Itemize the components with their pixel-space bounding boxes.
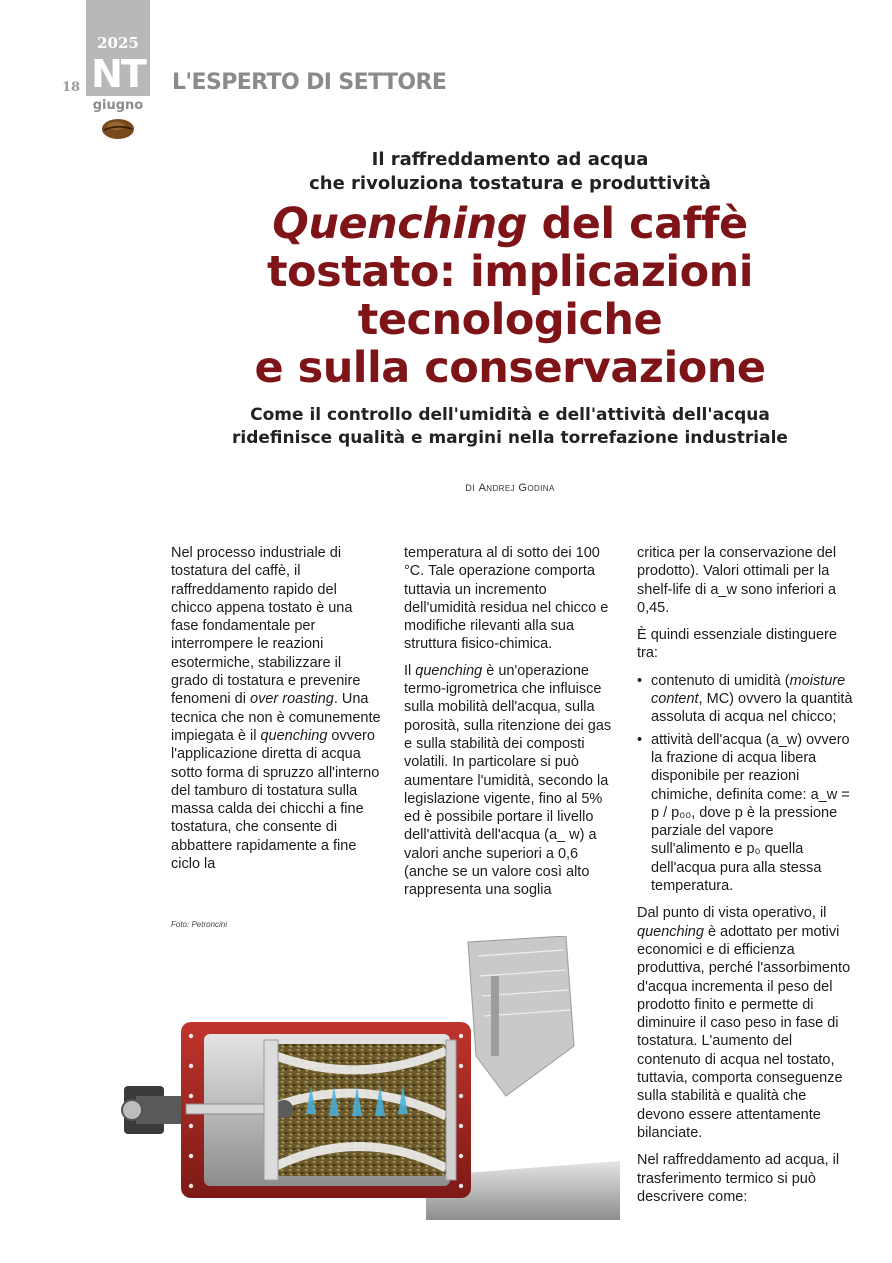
article-title [150, 200, 870, 392]
issue-year: 2025 [97, 34, 139, 52]
kicker-line: che rivoluziona tostatura e produttività [309, 173, 711, 194]
title-line [150, 200, 870, 248]
subtitle-line: ridefinisce qualità e margini nella torrefazione industriale [232, 428, 788, 448]
paragraph: Il quenching è un'operazione termo-igrometrica che influisce sulla mobilità dell'acqua, sulla porosità, sulla ritenzione dei gas e sulla stabilità dei composti volatili. In particolare si può aumentare l'umidità, secondo la legislazione vigente, fino al 5% ed è possibile portare il livello dell'attività dell'acqua (a_ w) a valori anche superiori a 0,6 (anche se un valore così alto rappresenta una soglia [404, 662, 612, 899]
coffee-bean-icon [101, 118, 135, 140]
article-kicker [150, 148, 870, 196]
page-number: 18 [62, 80, 81, 95]
title-line: e sulla conservazione [254, 343, 766, 393]
text-column-2 [404, 544, 622, 908]
magazine-logo: NT [91, 52, 145, 96]
bullet-list [637, 672, 855, 896]
hopper [468, 936, 574, 1096]
title-line1-rest: del caffè [526, 199, 748, 249]
kicker-line: Il raffreddamento ad acqua [371, 149, 649, 170]
article-subtitle [150, 404, 870, 450]
photo-credit: Foto: Petroncini [171, 920, 228, 929]
text-column-1 [171, 544, 381, 881]
paragraph: Nel raffreddamento ad acqua, il trasferimento termico si può descrivere come: [637, 1152, 840, 1205]
author-name: Andrej Godina [478, 482, 555, 494]
byline [300, 482, 720, 494]
title-italic-word: Quenching [272, 199, 527, 249]
paragraph: temperatura al di sotto dei 100 °C. Tale operazione comporta tuttavia un incremento dell'umidità residua nel chicco e modifiche rilevanti alla sua struttura fisico-chimica. [404, 545, 609, 653]
byline-prefix: DI [465, 483, 476, 493]
text-column-3 [637, 544, 855, 1215]
issue-month: giugno [92, 98, 144, 113]
subtitle-line: Come il controllo dell'umidità e dell'attività dell'acqua [250, 405, 770, 425]
paragraph: Nel processo industriale di tostatura del caffè, il raffreddamento rapido del chicco appena tostato è una fase fondamentale per interrompere le reazioni esotermiche, stabilizzare il grado di tostatura e prevenire fenomeni di over roasting. Una tecnica che non è comunemente impiegata è il quenching ovvero l'applicazione diretta di acqua sotto forma di spruzzo all'interno del tamburo di tostatura sulla massa calda dei chicchi a fine tostatura, che consente di abbattere rapidamente a fine ciclo la [171, 545, 381, 873]
section-title: L'ESPERTO DI SETTORE [172, 70, 447, 95]
magazine-badge [86, 0, 150, 96]
list-item: • attività dell'acqua (a_w) ovvero la frazione di acqua libera disponibile per reazioni chimiche, definita come: a_w = p / p₀₀, dove p è la pressione parziale del vapore sull'alimento e p₀ quella dell'acqua pura alla stessa temperatura. [637, 731, 855, 896]
paragraph: critica per la conservazione del prodotto). Valori ottimali per la shelf-life di a_w sono inferiori a 0,45. [637, 545, 837, 616]
list-item: • contenuto di umidità (moisture content, MC) ovvero la quantità assoluta di acqua nel chicco; [637, 672, 855, 727]
title-line: tecnologiche [357, 295, 663, 345]
paragraph: Dal punto di vista operativo, il quenching è adottato per motivi economici e di efficienza produttiva, perché l'assorbimento d'acqua incrementa il peso del prodotto finito e permette di diminuire il caso peso in fase di tostatura. L'aumento del contenuto di acqua nel tostato, tuttavia, comporta conseguenze sulla stabilità e qualità che devono essere attentamente bilanciate. [637, 905, 851, 1141]
paragraph: È quindi essenziale distinguere tra: [637, 627, 837, 662]
title-line: tostato: implicazioni [267, 247, 753, 297]
roaster-drum-illustration [96, 936, 620, 1220]
